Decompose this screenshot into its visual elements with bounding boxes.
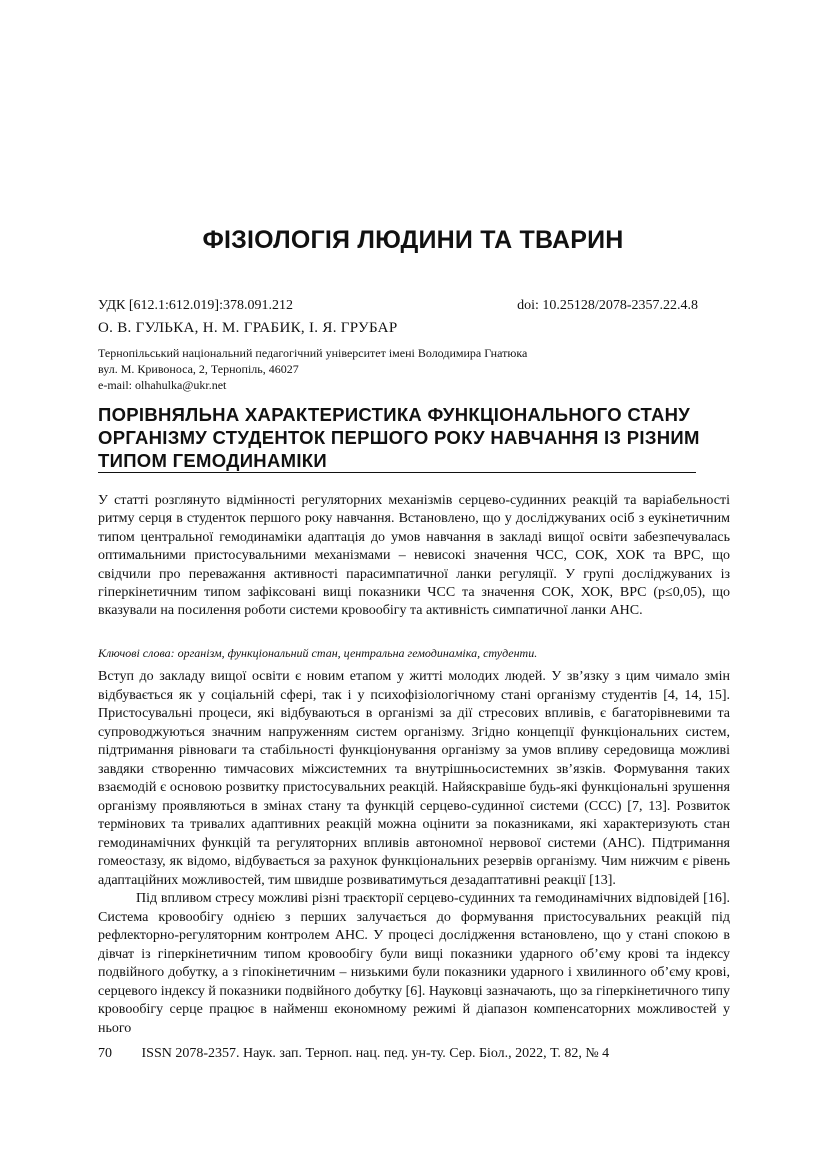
authors: О. В. ГУЛЬКА, Н. М. ГРАБИК, І. Я. ГРУБАР (98, 320, 398, 336)
journal-citation: ISSN 2078-2357. Наук. зап. Терноп. нац. пед. ун-ту. Сер. Біол., 2022, Т. 82, № 4 (141, 1046, 610, 1061)
affiliation-address: вул. М. Кривоноса, 2, Тернопіль, 46027 (98, 362, 299, 376)
body-paragraph-1: Вступ до закладу вищої освіти є новим етапом у житті молодих людей. У зв’язку з цим чимало змін відбувається як у соціальній сфері, так і у психофізіологічному стані організму студентів [4, 14, 15]. Пристосувальні процеси, які відбуваються в організмі за дії стресових впливів, є багаторівневими та супроводжуються значним напруженням систем організму. Згідно концепції функціональних систем, підтримання рівноваги та стабільності функціонування організму за умов впливу середовища можливі завдяки створенню тимчасових міжсистемних та внутрішньосистемних зв’язків. Формування таких взаємодій є основою розвитку пристосувальних реакцій. Найяскравіше будь-які функціональні зрушення організму проявляються в змінах стану та функцій серцево-судинної системи (ССС) [7, 13]. Розвиток термінових та тривалих адаптивних реакцій можна оцінити за показниками, які характеризують стан гемодинамічних функцій та регуляторних впливів автономної нервової системи (АНС). Підтримання гомеостазу, як відомо, відбувається за рахунок функціональних резервів організму. Чим нижчим є рівень адаптаційних можливостей, тим швидше розвиватимуться дезадаптативні реакції [13]. (98, 669, 730, 888)
page-number: 70 (98, 1046, 112, 1061)
abstract: У статті розглянуто відмінності регуляторних механізмів серцево-судинних реакцій та варіабельності ритму серця в студенток першого року навчання. Встановлено, що у досліджуваних осіб з еукінетичним типом центральної гемодинаміки адаптація до умов навчання в закладі вищої освіти забезпечувалась оптимальними пристосувальними механізмами – невисокі значення ЧСС, СОК, ХОК та ВРС, що свідчили про переважання активності парасимпатичної ланки регуляції. У групі досліджуваних із гіперкінетичним типом зафіксовані вищі показники ЧСС та значення СОК, ХОК, ВРС (р≤0,05), що вказували на посилення роботи системи кровообігу та активність симпатичної ланки АНС. (98, 493, 730, 619)
section-heading: ФІЗІОЛОГІЯ ЛЮДИНИ ТА ТВАРИН (202, 226, 624, 254)
affiliation-email: e-mail: olhahulka@ukr.net (98, 378, 227, 392)
doi: doi: 10.25128/2078-2357.22.4.8 (517, 298, 698, 313)
body-paragraph-2: Під впливом стресу можливі різні траєкторії серцево-судинних та гемодинамічних відповідей [16]. Система кровообігу однією з перших залучається до формування пристосувальних реакцій під рефлекторно-регуляторним контролем АНС. У процесі дослідження встановлено, що у стані спокою в дівчат із гіперкінетичним типом кровообігу були вищі показники ударного об’єму крові та індексу подвійного добутку, а з гіпокінетичним – низькими були показники ударного і хвилинного об’єму крові, серцевого індексу й показники подвійного добутку [6]. Науковці зазначають, що за гіперкінетичного типу кровообігу серце працює в найменш економному режимі й діапазон компенсаторних можливостей у нього (98, 891, 730, 1036)
affiliation (98, 345, 527, 393)
affiliation-institution: Тернопільський національний педагогічний університет імені Володимира Гнатюка (98, 346, 528, 360)
article-title: ПОРІВНЯЛЬНА ХАРАКТЕРИСТИКА ФУНКЦІОНАЛЬНОГО СТАНУ ОРГАНІЗМУ СТУДЕНТОК ПЕРШОГО РОКУ НАВЧАННЯ ІЗ РІЗНИМ ТИПОМ ГЕМОДИНАМІКИ (98, 404, 700, 471)
page-footer (98, 1046, 609, 1062)
udk-code: УДК [612.1:612.019]:378.091.212 (98, 298, 293, 313)
keywords: Ключові слова: організм, функціональний стан, центральна гемодинаміка, студенти. (98, 646, 538, 660)
article-body (98, 668, 730, 1038)
title-underline (98, 472, 696, 473)
metadata-row (98, 298, 698, 314)
